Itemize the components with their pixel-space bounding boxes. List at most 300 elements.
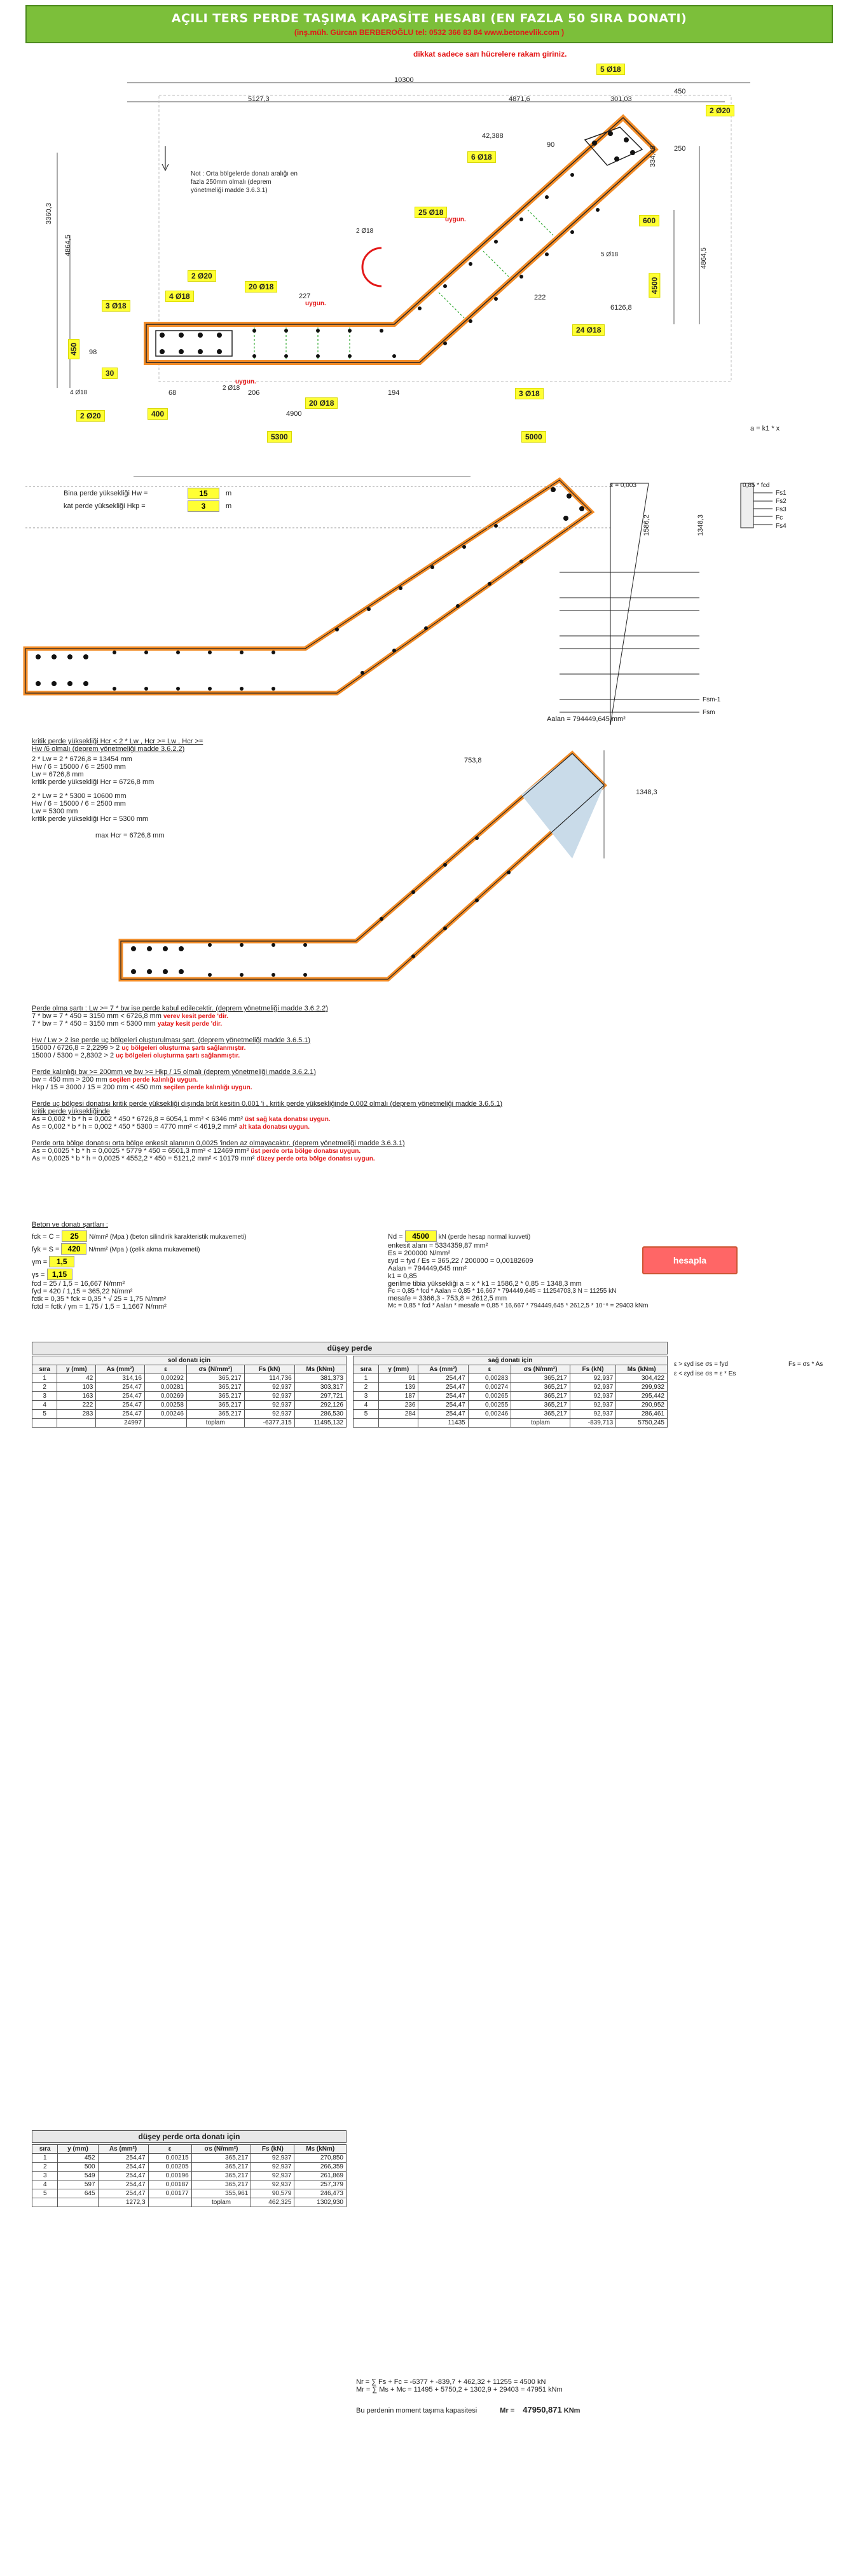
c5-l1: As = 0,0025 * b * h = 0,0025 * 5779 * 450 = 6501,3 mm² < 12469 mm² [32, 1147, 249, 1155]
table-row [354, 1401, 668, 1410]
c2-title: Hw / Lw > 2 ise perde uç bölgeleri oluşturulması şart. (deprem yönetmeliği madde 3.6.5.1) [32, 1037, 311, 1044]
table-cell: 597 [58, 2180, 98, 2189]
table-cell: 297,721 [294, 1392, 346, 1401]
table-cell: 92,937 [251, 2154, 294, 2163]
table-cell: 365,217 [191, 2154, 251, 2163]
table-cell: 257,379 [294, 2180, 347, 2189]
fyk-input[interactable] [61, 1243, 86, 1255]
table-cell: 304,422 [616, 1374, 668, 1383]
crit-l7: Lw = 5300 mm [32, 808, 78, 815]
table-cell: 365,217 [191, 2172, 251, 2180]
strain-eps: ε = 0,003 [610, 482, 636, 489]
c1-title: Perde olma şartı : Lw >= 7 * bw ise perde kabul edilecektir. (deprem yönetmeliği madde 3.6.2.2) [32, 1005, 328, 1012]
table-cell: 365,217 [186, 1383, 244, 1392]
c4-r1: üst sağ kata donatısı uygun. [245, 1116, 331, 1123]
col-eps: ε [144, 1365, 186, 1374]
crit-title: kritik perde yüksekliği Hcr < 2 * Lw , Hcr >= Lw , Hcr >= [32, 738, 203, 745]
table-cell: 0,00292 [144, 1374, 186, 1383]
mid-table-block [32, 2130, 347, 2207]
table-cell: 355,961 [191, 2189, 251, 2198]
table-cell: 645 [58, 2189, 98, 2198]
strain-h-right: 1348,3 [696, 514, 704, 536]
left-table-title: sol donatı için [32, 1356, 347, 1365]
table-cell: 0,00187 [148, 2180, 191, 2189]
fck-input[interactable] [62, 1230, 87, 1242]
table-cell: 0,00283 [468, 1374, 511, 1383]
dim-334: 334,48 [649, 146, 657, 167]
side-note-1: ε > εyd ise σs = fyd [674, 1361, 729, 1368]
note-line-1: Not : Orta bölgelerde donatı aralığı en [191, 170, 298, 177]
table-cell: 4 [32, 1401, 57, 1410]
table-cell: 92,937 [570, 1383, 615, 1392]
eyd-line: εyd = fyd / Es = 365,22 / 200000 = 0,00182609 [388, 1257, 533, 1265]
ac-line: enkesit alanı = 5334359,87 mm² [388, 1242, 488, 1250]
hw-label: Bina perde yüksekliği Hw = [64, 490, 148, 497]
strain-h-left: 1586,2 [642, 514, 650, 536]
table-cell: 254,47 [418, 1410, 468, 1419]
bars-3b: 3 Ø18 [515, 388, 544, 399]
dim-4900: 4900 [286, 410, 302, 418]
fcd-line: fcd = 25 / 1,5 = 16,667 N/mm² [32, 1280, 125, 1288]
c1-l1: 7 * bw = 7 * 450 = 3150 mm < 6726,8 mm [32, 1012, 161, 1020]
crit-l6: Hw / 6 = 15000 / 6 = 2500 mm [32, 800, 126, 808]
table-cell: 92,937 [244, 1392, 294, 1401]
col-fs: Fs (kN) [244, 1365, 294, 1374]
table-cell: 254,47 [98, 2172, 148, 2180]
c4-r2: alt kata donatısı uygun. [238, 1124, 310, 1131]
x-line: gerilme tibia yüksekliği a = x * k1 = 1586,2 * 0,85 = 1348,3 mm [388, 1280, 582, 1288]
dim-68: 68 [168, 389, 177, 397]
fc-line: Fc = 0,85 * fcd * Aalan = 0,85 * 16,667 * 794449,645 = 11254703,3 N = 11255 kN [388, 1288, 617, 1295]
c5-l2: As = 0,0025 * b * h = 0,0025 * 4552,2 * 450 = 5121,2 mm² < 10179 mm² [32, 1155, 255, 1162]
table-cell: 549 [58, 2172, 98, 2180]
materials-block [32, 1221, 375, 1311]
left-width: 5127,3 [248, 95, 270, 103]
table-cell: 0,00274 [468, 1383, 511, 1392]
table-cell: 286,530 [294, 1410, 346, 1419]
col-y: y (mm) [57, 1365, 96, 1374]
table-cell: 283 [57, 1410, 96, 1419]
page-header [25, 5, 833, 43]
table-cell: 365,217 [186, 1374, 244, 1383]
table-cell: 163 [57, 1392, 96, 1401]
col-y: y (mm) [58, 2145, 98, 2154]
c2-l1: 15000 / 6726,8 = 2,2299 > 2 [32, 1044, 120, 1052]
table-cell: 92,937 [251, 2172, 294, 2180]
col-eps: ε [468, 1365, 511, 1374]
table-cell: 0,00269 [144, 1392, 186, 1401]
table-cell: 254,47 [418, 1401, 468, 1410]
table-cell: 365,217 [511, 1401, 570, 1410]
side-note-2: ε < εyd ise σs = ε * Es [674, 1370, 736, 1377]
uygun-2: uygun. [235, 378, 256, 385]
table-cell: 2 [354, 1383, 379, 1392]
bars-20: 20 Ø18 [245, 281, 277, 293]
table-cell: 254,47 [98, 2154, 148, 2163]
fck-unit: N/mm² (Mpa ) (beton silindirik karakteristik mukavemeti) [89, 1234, 247, 1241]
hkp-unit: m [226, 502, 232, 510]
table-cell: 3 [32, 1392, 57, 1401]
table-cell: 292,126 [294, 1401, 346, 1410]
crit-l2: Hw / 6 = 15000 / 6 = 2500 mm [32, 763, 126, 771]
capacity-label: Bu perdenin moment taşıma kapasitesi [356, 2407, 478, 2414]
web-600: 600 [639, 215, 659, 226]
table-cell: 0,00177 [148, 2189, 191, 2198]
col-fs: Fs (kN) [570, 1365, 615, 1374]
table-cell: 254,47 [418, 1383, 468, 1392]
table-cell: 3 [354, 1392, 379, 1401]
force-fs2: Fs2 [776, 498, 787, 505]
w-98: 98 [89, 348, 97, 356]
table-cell: 1 [32, 1374, 57, 1383]
table-row [32, 1392, 347, 1401]
table-cell: 303,317 [294, 1383, 346, 1392]
bars-2c: 2 Ø18 [223, 385, 240, 392]
c5-r2: düzey perde orta bölge donatısı uygun. [256, 1155, 375, 1162]
table-cell: 222 [57, 1401, 96, 1410]
nd-label: Nd = [388, 1233, 403, 1241]
table-cell: 139 [379, 1383, 418, 1392]
col-as: As (mm²) [98, 2145, 148, 2154]
right-total-fs: -839,713 [570, 1419, 615, 1428]
table-cell: 187 [379, 1392, 418, 1401]
loads-block [388, 1230, 846, 1309]
crit-l8: kritik perde yüksekliği Hcr = 5300 mm [32, 815, 149, 823]
right-len: 450 [674, 88, 686, 95]
table-cell: 5 [354, 1410, 379, 1419]
section2-dim1: 753,8 [464, 757, 482, 764]
left-total-label: toplam [186, 1419, 244, 1428]
c4-l1: As = 0,002 * b * h = 0,002 * 450 * 6726,8 = 6054,1 mm² < 6346 mm² [32, 1115, 244, 1123]
table-cell: 114,736 [244, 1374, 294, 1383]
c2-r1: uç bölgeleri oluşturma şartı sağlanmıştır. [121, 1045, 246, 1052]
table-cell: 286,461 [616, 1410, 668, 1419]
dim-90: 90 [547, 141, 555, 149]
col-sira: sıra [32, 1365, 57, 1374]
col-sigma: σs (N/mm²) [186, 1365, 244, 1374]
c3-r2: seçilen perde kalınlığı uygun. [163, 1084, 252, 1091]
table-cell: 365,217 [511, 1374, 570, 1383]
table-cell: 295,442 [616, 1392, 668, 1401]
c5-r1: üst perde orta bölge donatısı uygun. [251, 1148, 361, 1155]
note-line-3: yönetmeliği madde 3.6.3.1) [191, 187, 268, 194]
mr-unit: KNm [563, 2407, 581, 2414]
hkp-label: kat perde yüksekliği Hkp = [64, 502, 146, 510]
table-cell: 254,47 [96, 1410, 145, 1419]
table-cell: 0,00246 [144, 1410, 186, 1419]
crit-l1: 2 * Lw = 2 * 6726,8 = 13454 mm [32, 755, 132, 763]
result-block [356, 2378, 827, 2414]
left-total-ms: 11495,132 [294, 1419, 346, 1428]
table-cell: 365,217 [186, 1410, 244, 1419]
table-cell: 92,937 [244, 1401, 294, 1410]
table-cell: 90,579 [251, 2189, 294, 2198]
note-line-2: fazla 250mm olmalı (deprem [191, 179, 271, 186]
table-row [354, 1392, 668, 1401]
table-cell: 314,16 [96, 1374, 145, 1383]
table-row [32, 2172, 347, 2180]
table-cell: 0,00258 [144, 1401, 186, 1410]
table-cell: 284 [379, 1410, 418, 1419]
calculate-button[interactable]: hesapla [642, 1246, 738, 1274]
table-row [32, 1383, 347, 1392]
table-cell: 103 [57, 1383, 96, 1392]
col-as: As (mm²) [418, 1365, 468, 1374]
right-total-label: toplam [511, 1419, 570, 1428]
bars-6: 6 Ø18 [467, 151, 496, 163]
mr-value: 47950,871 [523, 2405, 562, 2414]
bars-25: 25 Ø18 [415, 207, 447, 218]
table-cell: 0,00255 [468, 1401, 511, 1410]
force-fs3: Fs3 [776, 506, 787, 513]
table-cell: 0,00215 [148, 2154, 191, 2163]
corner-bars: 2 Ø20 [706, 105, 734, 116]
bars-24: 24 Ø18 [572, 324, 605, 336]
left-total-as: 24997 [96, 1419, 145, 1428]
table-cell: 365,217 [191, 2180, 251, 2189]
mid-total-as: 1272,3 [98, 2198, 148, 2207]
c1-l2: 7 * bw = 7 * 450 = 3150 mm < 5300 mm [32, 1020, 156, 1028]
table-cell: 254,47 [96, 1392, 145, 1401]
w-30: 30 [102, 368, 118, 379]
table-row [32, 2163, 347, 2172]
table-cell: 92,937 [570, 1410, 615, 1419]
top-bars: 5 Ø18 [596, 64, 625, 75]
mr-label: Mr = [500, 2407, 515, 2414]
bot-5000: 5000 [521, 431, 546, 443]
table-cell: 299,932 [616, 1383, 668, 1392]
mid-rebar-table [32, 2144, 347, 2207]
bot-5300: 5300 [267, 431, 292, 443]
table-cell: 2 [32, 1383, 57, 1392]
c1-r2: yatay kesit perde 'dir. [157, 1021, 223, 1028]
force-fs1: Fs1 [776, 490, 787, 497]
bars-3a: 3 Ø18 [102, 300, 130, 312]
fctk-line: fctk = 0,35 * fck = 0,35 * √ 25 = 1,75 N/mm² [32, 1295, 167, 1303]
table-cell: 254,47 [98, 2163, 148, 2172]
table-cell: 254,47 [418, 1392, 468, 1401]
table-cell: 254,47 [98, 2180, 148, 2189]
nd-unit: kN (perde hesap normal kuvveti) [438, 1234, 531, 1241]
dim-6126: 6126,8 [610, 304, 632, 312]
uygun-1: uygun. [445, 216, 466, 223]
col-ms: Ms (kNm) [616, 1365, 668, 1374]
uygun-3: uygun. [305, 300, 326, 307]
table-cell: 254,47 [96, 1383, 145, 1392]
bars-4: 4 Ø18 [165, 291, 194, 302]
bars-2b: 2 Ø20 [188, 270, 216, 282]
critical-height-block [32, 738, 388, 839]
table-cell: 452 [58, 2154, 98, 2163]
col-y: y (mm) [379, 1365, 418, 1374]
input-note: dikkat sadece sarı hücrelere rakam giriniz. [413, 50, 567, 59]
col-as: As (mm²) [96, 1365, 145, 1374]
table-cell: 261,869 [294, 2172, 347, 2180]
main-table-title: düşey perde [32, 1342, 668, 1354]
table-cell: 0,00196 [148, 2172, 191, 2180]
right-rebar-table [353, 1356, 668, 1428]
table-cell: 0,00281 [144, 1383, 186, 1392]
k1-line: k1 = 0,85 [388, 1272, 417, 1280]
mid-table-title: düşey perde orta donatı için [32, 2130, 347, 2143]
page-title: AÇILI TERS PERDE TAŞIMA KAPASİTE HESABI (EN FAZLA 50 SIRA DONATI) [171, 11, 687, 25]
table-cell: 4 [32, 2180, 58, 2189]
bars-5: 5 Ø18 [601, 251, 619, 258]
table-row [32, 1374, 347, 1383]
table-row [354, 1383, 668, 1392]
aalan-line: Aalan = 794449,645 mm² [388, 1265, 467, 1272]
web-4864: 4864,5 [699, 247, 708, 269]
dim-42: 42,388 [482, 132, 504, 140]
fck-label: fck = C = [32, 1233, 60, 1241]
c4-sub: kritik perde yüksekliğinde [32, 1108, 110, 1115]
side-note-3: Fs = σs * As [788, 1361, 823, 1368]
crit-l3: Lw = 6726,8 mm [32, 771, 84, 778]
c3-title: Perde kalınlığı bw >= 200mm ve bw >= Hkp / 15 olmalı (deprem yönetmeliği madde 3.6.2.1) [32, 1068, 316, 1076]
table-cell: 0,00246 [468, 1410, 511, 1419]
table-row [354, 1374, 668, 1383]
section2-area: Aalan = 794449,645 mm² [547, 715, 626, 723]
c1-r1: verev kesit perde 'dir. [163, 1013, 228, 1020]
table-cell: 270,850 [294, 2154, 347, 2163]
crit-max: max Hcr = 6726,8 mm [95, 832, 165, 839]
dim-250: 250 [674, 145, 686, 153]
bars-2d: 2 Ø20 [76, 410, 105, 422]
dim-227: 227 [299, 293, 311, 300]
plan-drawing [0, 57, 859, 477]
table-cell: 92,937 [244, 1410, 294, 1419]
table-cell: 381,373 [294, 1374, 346, 1383]
table-cell: 500 [58, 2163, 98, 2172]
checks-block [32, 1005, 827, 1162]
col-sira: sıra [354, 1365, 379, 1374]
dim-206: 206 [248, 389, 260, 397]
table-cell: 254,47 [98, 2189, 148, 2198]
strain-fcd: 0,85 * fcd [743, 482, 770, 489]
section2-dim2: 1348,3 [636, 789, 657, 796]
mid-total-ms: 1302,930 [294, 2198, 347, 2207]
c3-r1: seçilen perde kalınlığı uygun. [109, 1077, 198, 1084]
right-total-as: 11435 [418, 1419, 468, 1428]
bars-2a: 2 Ø18 [356, 228, 374, 235]
fyk-label: fyk = S = [32, 1246, 60, 1253]
table-cell: 2 [32, 2163, 58, 2172]
c2-r2: uç bölgeleri oluşturma şartı sağlanmıştır. [116, 1052, 240, 1059]
col-sigma: σs (N/mm²) [511, 1365, 570, 1374]
table-cell: 92,937 [244, 1383, 294, 1392]
table-cell: 92,937 [570, 1374, 615, 1383]
mat-title: Beton ve donatı şartları : [32, 1221, 108, 1229]
left-total-fs: -6377,315 [244, 1419, 294, 1428]
table-cell: 254,47 [96, 1401, 145, 1410]
nd-input[interactable] [405, 1230, 437, 1242]
table-cell: 91 [379, 1374, 418, 1383]
force-fsm1: Fsm-1 [703, 696, 721, 703]
right-table-title: sağ donatı için [354, 1356, 668, 1365]
mid-total-label: toplam [191, 2198, 251, 2207]
c3-l2: Hkp / 15 = 3000 / 15 = 200 mm < 450 mm [32, 1084, 161, 1091]
a-k1-x: a = k1 * x [750, 425, 780, 432]
force-fs4: Fs4 [776, 523, 787, 530]
col-eps: ε [148, 2145, 191, 2154]
table-cell: 1 [32, 2154, 58, 2163]
table-cell: 42 [57, 1374, 96, 1383]
table-cell: 3 [32, 2172, 58, 2180]
c3-l1: bw = 450 mm > 200 mm [32, 1076, 107, 1084]
crit-title-2: Hw /6 olmalı (deprem yönetmeliği madde 3.6.2.2) [32, 745, 185, 753]
web-4500: 4500 [649, 273, 660, 298]
table-cell: 254,47 [418, 1374, 468, 1383]
table-cell: 92,937 [251, 2163, 294, 2172]
right-width: 4871,6 [509, 95, 530, 103]
gs-label: γs = [32, 1271, 45, 1279]
c5-title: Perde orta bölge donatısı orta bölge enkesit alanının 0,0025 'inden az olmayacaktır. (deprem yönetmeliği madde 3.6.3.1) [32, 1140, 405, 1147]
left-height-2: 4864,5 [64, 235, 72, 256]
section-strain-drawing [0, 445, 859, 750]
right-total-ms: 5750,245 [616, 1419, 668, 1428]
mid-total-fs: 462,325 [251, 2198, 294, 2207]
nr-line: Nr = ∑ Fs + Fc = -6377 + -839,7 + 462,32 + 11255 = 4500 kN [356, 2378, 546, 2386]
col-ms: Ms (kNm) [294, 1365, 346, 1374]
mc-line: Mc = 0,85 * fcd * Aalan * mesafe = 0,85 * 16,667 * 794449,645 * 2612,5 * 10⁻⁶ = 29403 kNm [388, 1302, 649, 1309]
table-cell: 246,473 [294, 2189, 347, 2198]
table-cell: 365,217 [191, 2163, 251, 2172]
table-cell: 365,217 [186, 1401, 244, 1410]
col-fs: Fs (kN) [251, 2145, 294, 2154]
bars-20b: 20 Ø18 [305, 397, 338, 409]
gm-label: γm = [32, 1258, 48, 1266]
table-cell: 236 [379, 1401, 418, 1410]
gm-input[interactable] [49, 1256, 74, 1267]
main-table-block [32, 1342, 668, 1428]
col-sira: sıra [32, 2145, 58, 2154]
c4-l2: As = 0,002 * b * h = 0,002 * 450 * 5300 = 4770 mm² < 4619,2 mm² [32, 1123, 237, 1131]
table-row [32, 2154, 347, 2163]
table-cell: 365,217 [511, 1383, 570, 1392]
table-cell: 5 [32, 1410, 57, 1419]
table-cell: 365,217 [511, 1392, 570, 1401]
c2-l2: 15000 / 5300 = 2,8302 > 2 [32, 1052, 114, 1059]
table-cell: 0,00205 [148, 2163, 191, 2172]
mesafe-line: mesafe = 3366,3 - 753,8 = 2612,5 mm [388, 1295, 507, 1302]
table-row [32, 1401, 347, 1410]
fyd-line: fyd = 420 / 1,15 = 365,22 N/mm² [32, 1288, 133, 1295]
col-sigma: σs (N/mm²) [191, 2145, 251, 2154]
table-row [32, 2189, 347, 2198]
bars-4b: 4 Ø18 [70, 389, 88, 396]
table-row [32, 1410, 347, 1419]
overall-width: 10300 [394, 76, 414, 84]
crit-l4: kritik perde yüksekliği Hcr = 6726,8 mm [32, 778, 155, 786]
table-cell: 92,937 [570, 1392, 615, 1401]
table-row [32, 2180, 347, 2189]
hw-unit: m [226, 490, 232, 497]
table-cell: 92,937 [251, 2180, 294, 2189]
left-height: 3360,3 [45, 203, 53, 224]
force-fc: Fc [776, 514, 783, 521]
table-row [354, 1410, 668, 1419]
table-cell: 5 [32, 2189, 58, 2198]
table-cell: 0,00265 [468, 1392, 511, 1401]
gs-input[interactable] [47, 1269, 72, 1280]
table-cell: 290,952 [616, 1401, 668, 1410]
left-rebar-table [32, 1356, 347, 1428]
fyk-unit: N/mm² (Mpa ) (çelik akma mukavemeti) [88, 1246, 200, 1253]
table-cell: 365,217 [186, 1392, 244, 1401]
table-cell: 92,937 [570, 1401, 615, 1410]
table-cell: 4 [354, 1401, 379, 1410]
col-ms: Ms (kNm) [294, 2145, 347, 2154]
